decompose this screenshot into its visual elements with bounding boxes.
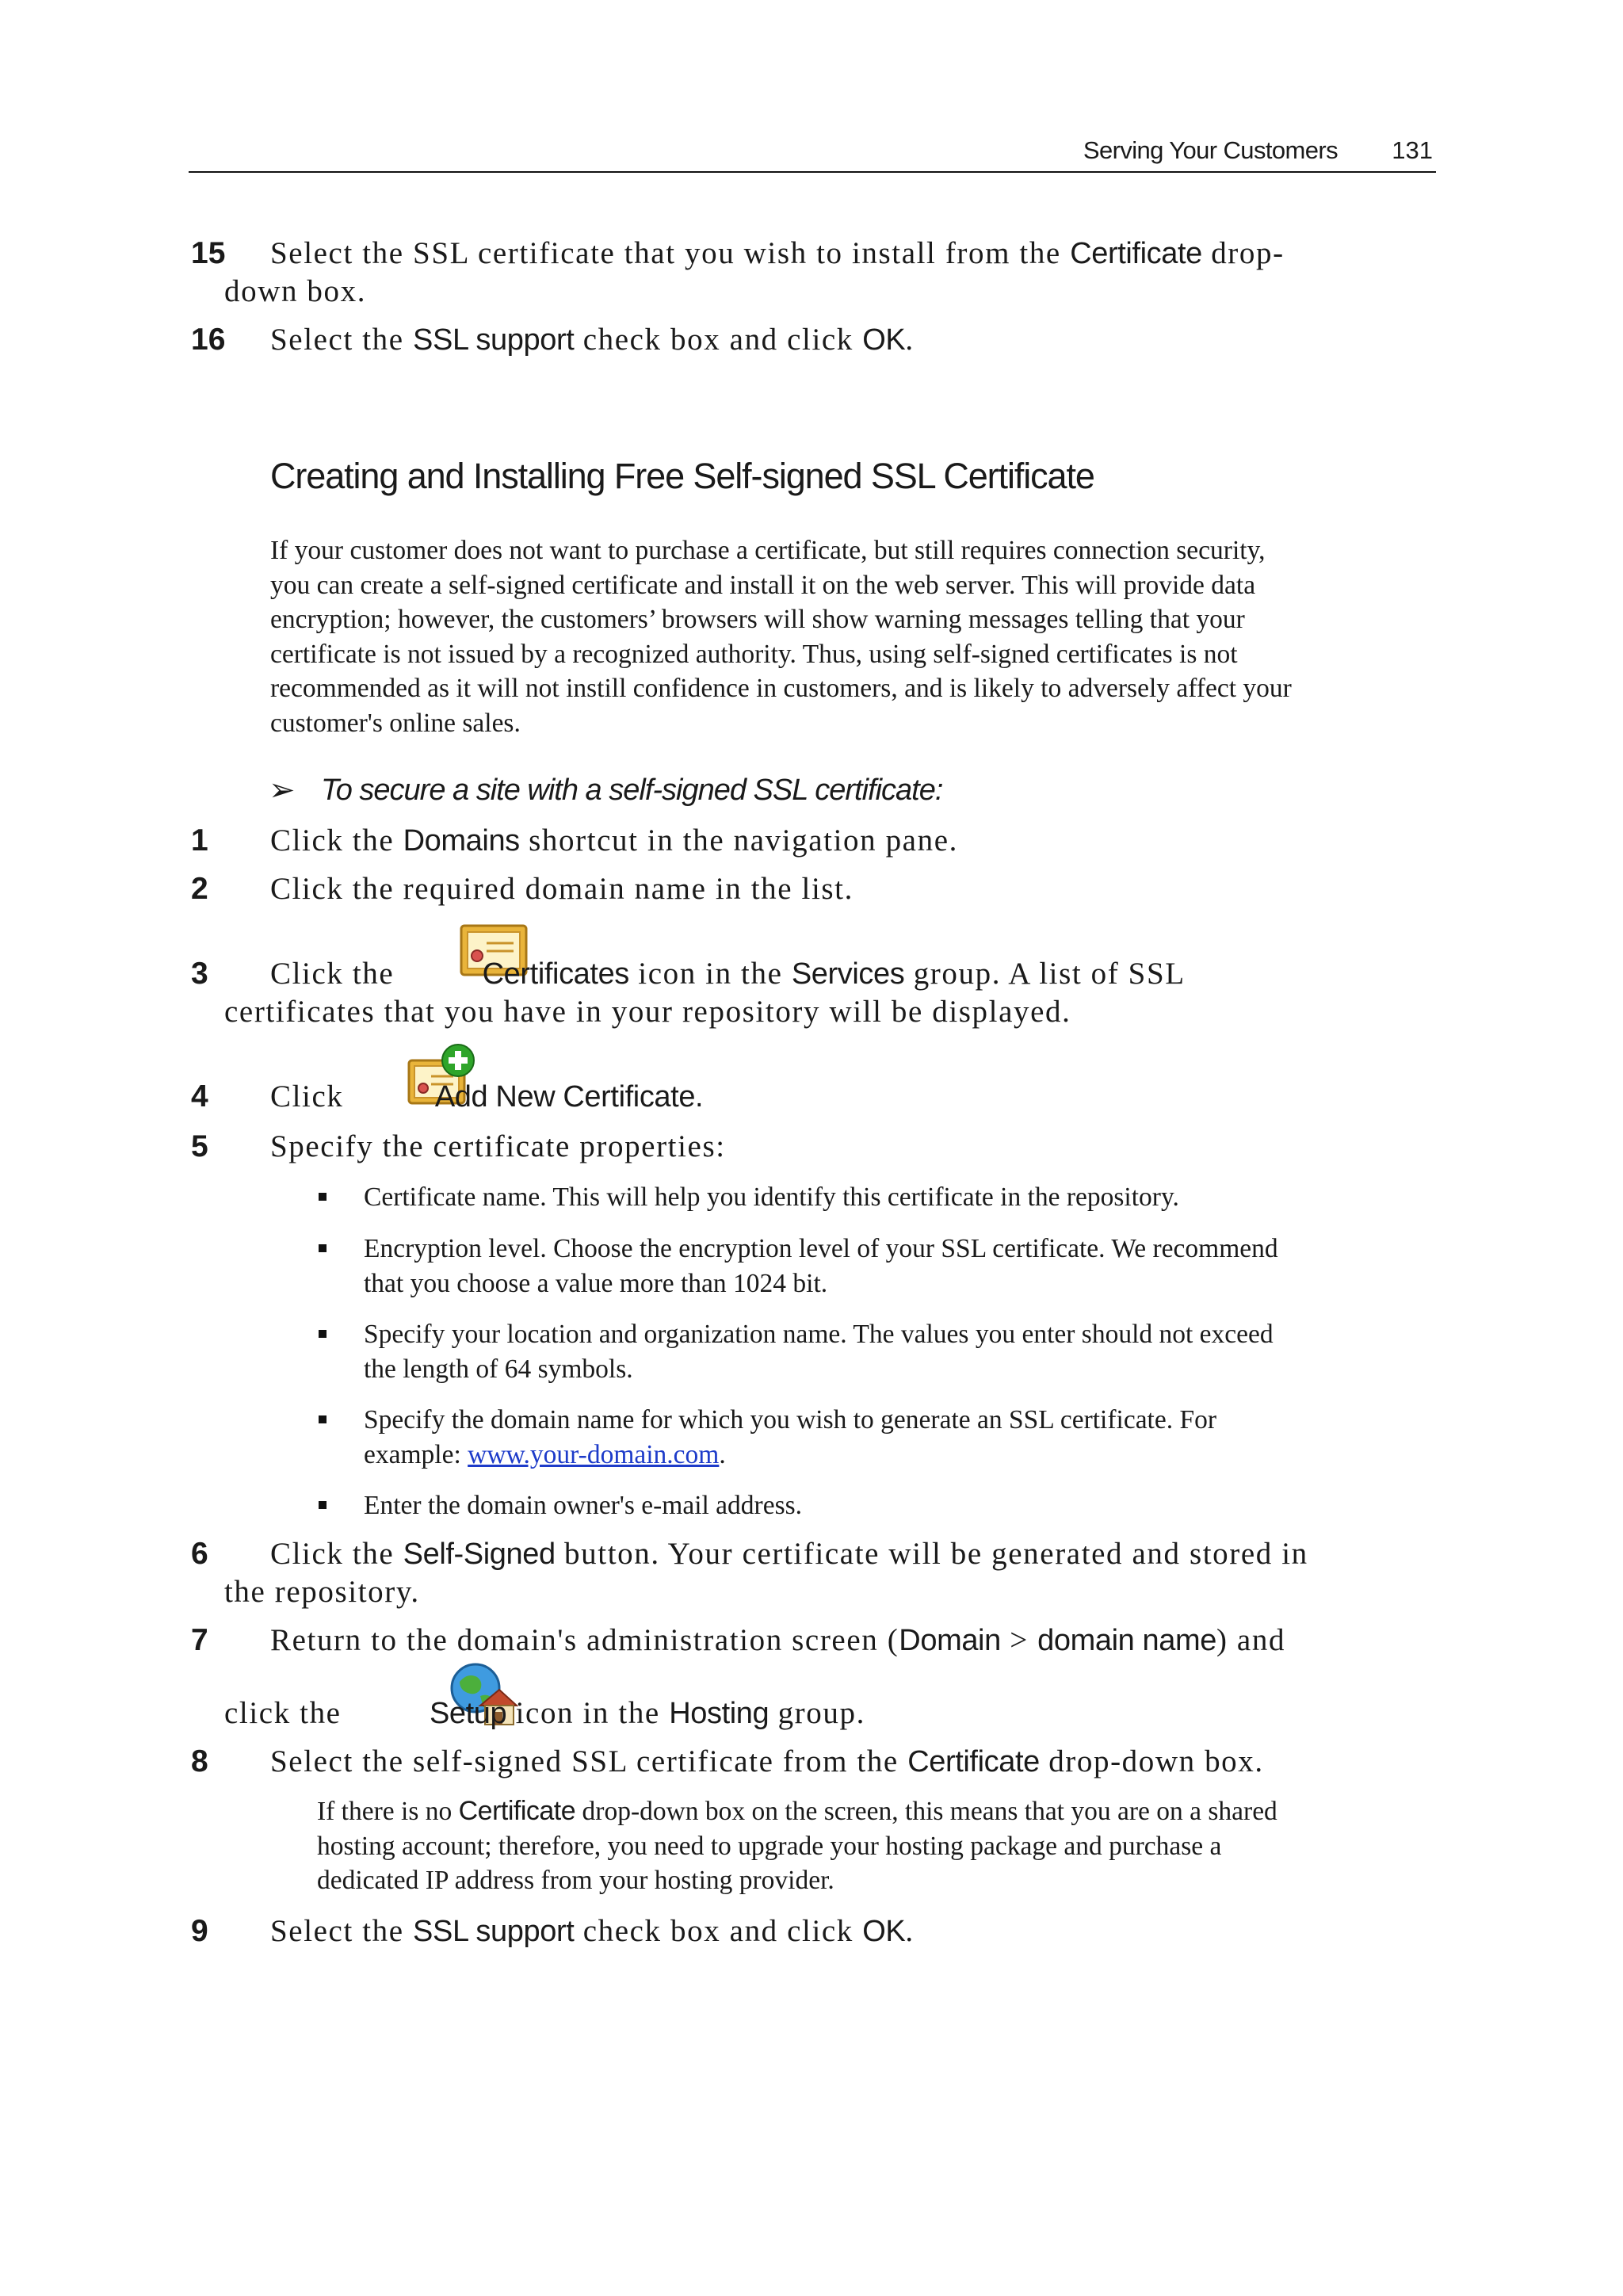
domain-link[interactable]: www.your-domain.com xyxy=(468,1439,720,1469)
step-text: icon in the xyxy=(628,957,792,991)
ui-term-certificate: Certificate xyxy=(458,1796,576,1826)
step-15 xyxy=(191,235,1285,311)
ui-term-setup: Setup xyxy=(429,1697,507,1730)
bullet-text-part: . xyxy=(719,1439,726,1469)
step-text: Return to the domain's administration screen ( xyxy=(270,1623,899,1657)
bullet-marker xyxy=(319,1415,327,1423)
step-number: 6 xyxy=(191,1537,208,1571)
step-number: 4 xyxy=(191,1079,208,1114)
step-continuation: the repository. xyxy=(224,1575,420,1609)
step-text: Select the self-signed SSL certificate from the xyxy=(270,1744,908,1778)
step-text: Specify the certificate properties: xyxy=(270,1129,726,1163)
step-8 xyxy=(191,1743,1264,1781)
step-text: group. xyxy=(769,1696,865,1730)
step-3 xyxy=(191,955,1186,1031)
step-text: Select the xyxy=(270,323,414,357)
bullet-text: Certificate name. This will help you identify this certificate in the repository. xyxy=(364,1182,1179,1212)
step-text: shortcut in the navigation pane. xyxy=(519,823,958,858)
ui-term-domains: Domains xyxy=(403,824,520,858)
step-continuation xyxy=(224,1694,865,1733)
paragraph-line: If your customer does not want to purchase a certificate, but still requires connection security, xyxy=(270,536,1266,565)
note-text: drop-down box on the screen, this means that you are on a shared xyxy=(575,1797,1277,1826)
step-16 xyxy=(191,321,915,359)
step-text: check box and click xyxy=(574,1914,863,1948)
bullet-text-part: example: xyxy=(364,1439,468,1469)
step-text: icon in the xyxy=(506,1696,670,1730)
bullet-text: Specify your location and organization name. The values you enter should not exceed xyxy=(364,1320,1274,1349)
ui-term-ok: OK xyxy=(862,323,906,357)
paragraph-line: customer's online sales. xyxy=(270,708,521,738)
step-number: 1 xyxy=(191,823,208,858)
step-text: Select the xyxy=(270,1914,414,1948)
page-header xyxy=(189,133,1436,173)
step-text: drop- xyxy=(1201,236,1285,270)
paragraph-line: certificate is not issued by a recognized authority. Thus, using self-signed certificates is not xyxy=(270,639,1238,669)
bullet-text: Specify the domain name for which you wish to generate an SSL certificate. For xyxy=(364,1405,1217,1435)
ui-term-certificate: Certificate xyxy=(907,1745,1040,1778)
step-text: Click the xyxy=(270,957,403,991)
step-continuation: certificates that you have in your repository will be displayed. xyxy=(224,995,1071,1029)
bullet-marker xyxy=(319,1501,327,1509)
step-text: . xyxy=(695,1080,704,1114)
ui-term-certificate: Certificate xyxy=(1070,237,1202,270)
bullet-text: the length of 64 symbols. xyxy=(364,1354,633,1384)
bullet-item xyxy=(364,1317,1418,1386)
step-text: > xyxy=(1000,1623,1038,1657)
paragraph-line: recommended as it will not instill confidence in customers, and is likely to adversely affect your xyxy=(270,674,1292,703)
bullet-text xyxy=(364,1438,1418,1473)
step-continuation: down box. xyxy=(224,274,367,308)
note-line xyxy=(317,1794,1426,1829)
step-6 xyxy=(191,1535,1308,1611)
bullet-item xyxy=(364,1403,1418,1472)
note-text: If there is no xyxy=(317,1797,459,1826)
step-text: Click xyxy=(270,1079,353,1114)
ui-term-hosting: Hosting xyxy=(669,1697,769,1730)
ui-term-ok: OK xyxy=(862,1915,906,1948)
ui-term-certificates: Certificates xyxy=(482,957,629,991)
step-text: button. Your certificate will be generated and stored in xyxy=(555,1537,1308,1571)
ui-term-ssl-support: SSL support xyxy=(413,1915,575,1948)
step-text: click the xyxy=(224,1696,350,1730)
step-text: . xyxy=(905,1914,915,1948)
bullet-marker xyxy=(319,1330,327,1338)
step-number: 15 xyxy=(191,236,226,270)
step-9 xyxy=(191,1912,915,1950)
step-text: . xyxy=(905,323,915,357)
ui-term-services: Services xyxy=(791,957,905,991)
step-text: ) and xyxy=(1216,1623,1286,1657)
step-number: 16 xyxy=(191,323,226,357)
ui-term-domain: Domain xyxy=(899,1624,1001,1657)
intro-paragraph xyxy=(270,533,1435,740)
step-2 xyxy=(191,870,854,908)
paragraph-line: encryption; however, the customers’ browsers will show warning messages telling that your xyxy=(270,605,1245,634)
step-text: drop-down box. xyxy=(1039,1744,1264,1778)
section-title: Serving Your Customers xyxy=(1083,136,1338,164)
ui-term-domain-name: domain name xyxy=(1037,1624,1216,1657)
task-label: To secure a site with a self-signed SSL certificate: xyxy=(321,774,943,807)
step-4 xyxy=(191,1078,704,1116)
note-line: dedicated IP address from your hosting provider. xyxy=(317,1866,834,1895)
bullet-marker xyxy=(319,1244,327,1252)
bullet-item xyxy=(364,1232,1418,1301)
arrow-icon: ➢ xyxy=(269,773,295,808)
bullet-text: Encryption level. Choose the encryption level of your SSL certificate. We recommend xyxy=(364,1234,1278,1263)
step-text: Click the xyxy=(270,823,403,858)
ui-term-add-new-certificate: Add New Certificate xyxy=(434,1080,696,1114)
bullet-item xyxy=(364,1488,1418,1523)
bullet-item xyxy=(364,1180,1418,1215)
step-number: 8 xyxy=(191,1744,208,1778)
page-number: 131 xyxy=(1392,136,1433,164)
step-8-note xyxy=(317,1794,1426,1898)
step-number: 5 xyxy=(191,1129,208,1163)
step-number: 3 xyxy=(191,957,208,991)
step-7-continuation xyxy=(224,1694,865,1733)
bullet-marker xyxy=(319,1193,327,1201)
step-1 xyxy=(191,822,958,860)
bullet-text: Enter the domain owner's e-mail address. xyxy=(364,1491,803,1520)
paragraph-line: you can create a self-signed certificate and install it on the web server. This will provide data xyxy=(270,570,1256,600)
step-7 xyxy=(191,1622,1286,1660)
step-number: 7 xyxy=(191,1623,208,1657)
step-text: group. A list of SSL xyxy=(904,957,1186,991)
note-line: hosting account; therefore, you need to upgrade your hosting package and purchase a xyxy=(317,1831,1222,1861)
step-text: Click the required domain name in the list. xyxy=(270,872,854,906)
step-number: 9 xyxy=(191,1914,208,1948)
ui-term-self-signed: Self-Signed xyxy=(403,1538,556,1571)
section-heading: Creating and Installing Free Self-signed SSL Certificate xyxy=(270,456,1094,496)
bullet-text: that you choose a value more than 1024 bit. xyxy=(364,1268,828,1298)
step-text: check box and click xyxy=(574,323,863,357)
step-text: Select the SSL certificate that you wish to install from the xyxy=(270,236,1071,270)
task-heading xyxy=(270,774,942,808)
step-number: 2 xyxy=(191,872,208,906)
step-5 xyxy=(191,1128,726,1166)
ui-term-ssl-support: SSL support xyxy=(413,323,575,357)
step-text: Click the xyxy=(270,1537,403,1571)
